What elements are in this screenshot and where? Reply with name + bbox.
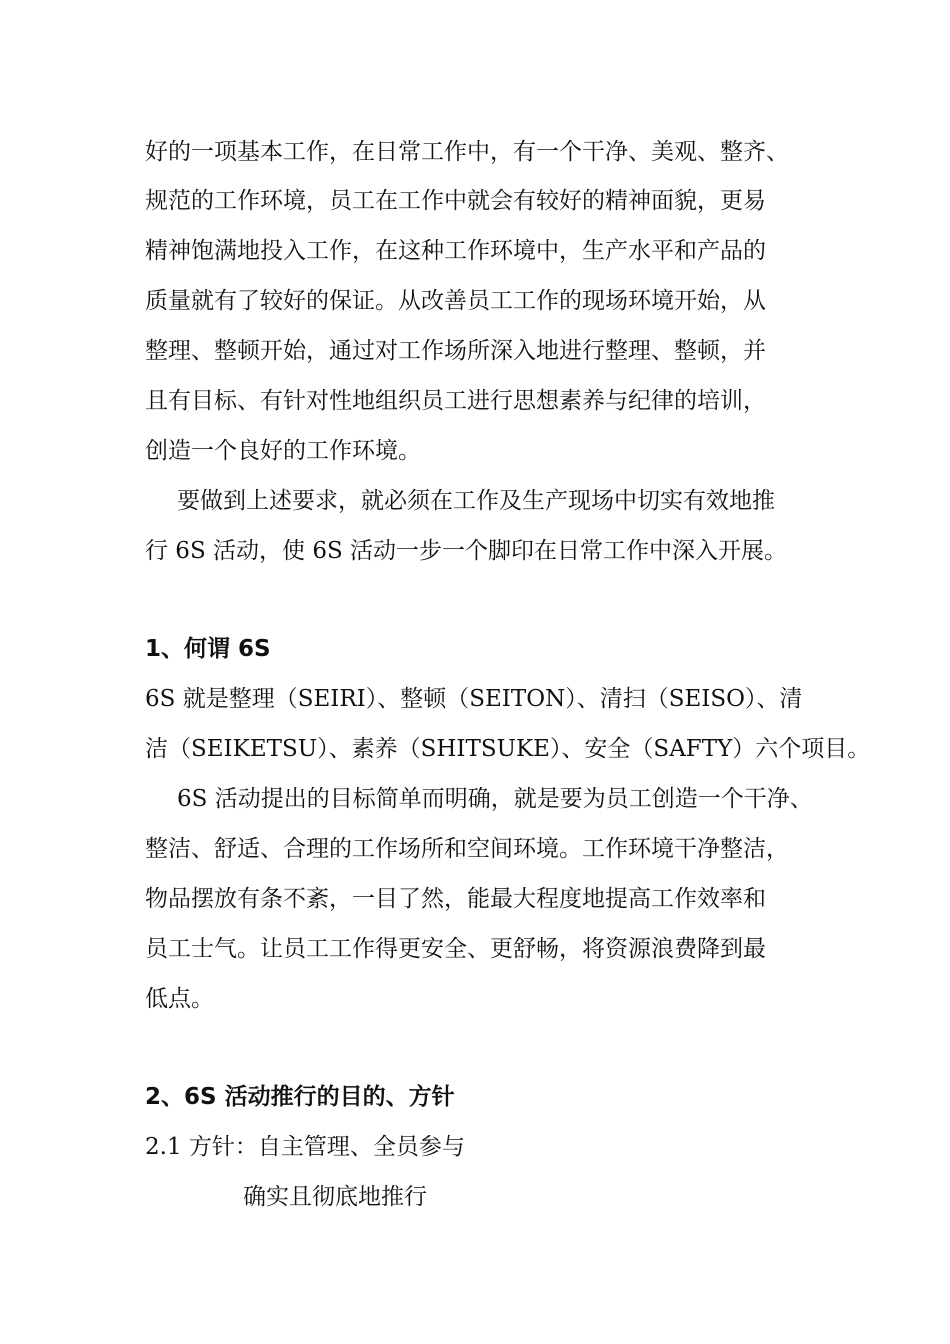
intro-line: 创造一个良好的工作环境。 xyxy=(145,438,421,464)
definition-line: 6S 就是整理（SEIRI）、整顿（SEITON）、清扫（SEISO）、清 xyxy=(145,686,803,712)
goal-line: 整洁、舒适、合理的工作场所和空间环境。工作环境干净整洁， xyxy=(145,836,789,862)
goal-line: 6S 活动提出的目标简单而明确，就是要为员工创造一个干净、 xyxy=(177,786,813,812)
intro-line: 整理、整顿开始，通过对工作场所深入地进行整理、整顿，并 xyxy=(145,338,766,364)
goal-line: 员工士气。让员工工作得更安全、更舒畅，将资源浪费降到最 xyxy=(145,936,766,962)
policy-line: 2.1 方针：自主管理、全员参与 xyxy=(145,1134,465,1160)
requirement-line: 要做到上述要求，就必须在工作及生产现场中切实有效地推 xyxy=(177,488,775,514)
intro-line: 规范的工作环境，员工在工作中就会有较好的精神面貌，更易 xyxy=(145,188,766,214)
requirement-line: 行 6S 活动，使 6S 活动一步一个脚印在日常工作中深入开展。 xyxy=(145,538,788,564)
intro-line: 好的一项基本工作，在日常工作中，有一个干净、美观、整齐、 xyxy=(145,139,789,165)
intro-line: 精神饱满地投入工作，在这种工作环境中，生产水平和产品的 xyxy=(145,238,766,264)
goal-line: 低点。 xyxy=(145,986,214,1012)
definition-line: 洁（SEIKETSU）、素养（SHITSUKE）、安全（SAFTY）六个项目。 xyxy=(145,736,871,762)
section-heading-what-is-6s: 1、何谓 6S xyxy=(145,636,271,662)
intro-line: 且有目标、有针对性地组织员工进行思想素养与纪律的培训， xyxy=(145,388,766,414)
goal-line: 物品摆放有条不紊，一目了然，能最大程度地提高工作效率和 xyxy=(145,886,766,912)
intro-line: 质量就有了较好的保证。从改善员工工作的现场环境开始，从 xyxy=(145,288,766,314)
section-heading-purpose-policy: 2、6S 活动推行的目的、方针 xyxy=(145,1084,455,1110)
policy-line: 确实且彻底地推行 xyxy=(243,1184,427,1210)
